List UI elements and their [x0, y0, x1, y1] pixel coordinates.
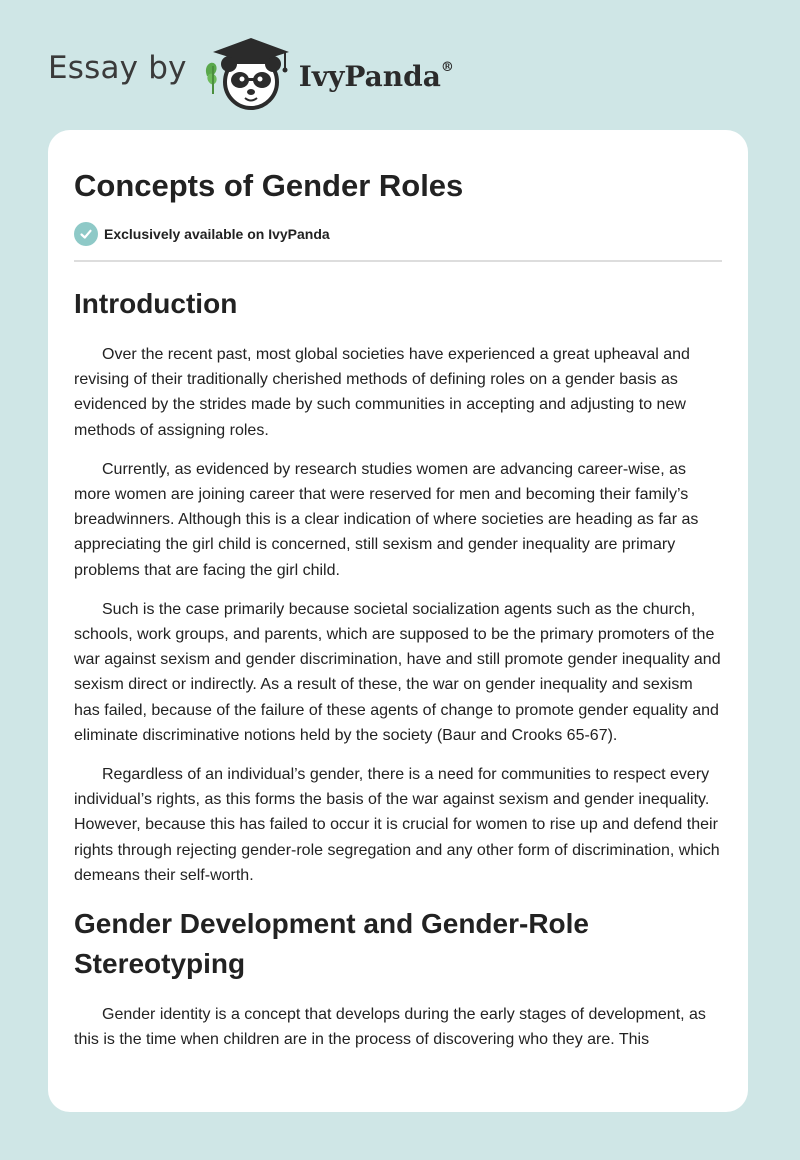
divider: [74, 260, 722, 262]
essay-card: [48, 130, 748, 1112]
paragraph: Over the recent past, most global societies have experienced a great upheaval and revising of their traditionally cherished methods of defining roles on a gender basis as evidenced by the strides made by such communities in accepting and adjusting to new methods of assigning roles.: [74, 346, 690, 439]
section-introduction: [74, 284, 722, 888]
exclusive-badge: [74, 222, 722, 246]
section-heading: Gender Development and Gender-Role Stereotyping: [74, 908, 589, 980]
check-icon: [74, 222, 98, 246]
site-header: [48, 34, 454, 114]
exclusive-badge-label: Exclusively available on IvyPanda: [104, 226, 330, 242]
paragraph: Currently, as evidenced by research studies women are advancing career-wise, as more women are joining career that were reserved for men and becoming their family’s breadwinners. Although this is a clear indication of where societies are heading as far as appreciating the girl child is concerned, still sexism and gender inequality are primary problems that are facing the girl child.: [74, 460, 699, 579]
registered-mark: ®: [440, 60, 454, 76]
paragraph: Such is the case primarily because societal socialization agents such as the church, schools, work groups, and parents, which are supposed to be the primary promoters of the war against sexism and gender discrimination, have and still promote gender inequality and sexism direct or indirectly. As a result of these, the war on gender inequality and sexism has failed, because of the failure of these agents of change to promote gender equality and eliminate discriminative notions held by the society (Baur and Crooks 65-67).: [74, 600, 721, 744]
essay-by-label: Essay by: [48, 50, 187, 86]
page-title: Concepts of Gender Roles: [74, 168, 464, 203]
section-gender-development: [74, 904, 722, 1052]
brand-text: IvyPanda: [298, 59, 441, 93]
panda-graduation-cap-icon[interactable]: [201, 34, 297, 114]
brand-name[interactable]: [299, 60, 454, 93]
section-heading: Introduction: [74, 288, 238, 319]
paragraph: Regardless of an individual’s gender, there is a need for communities to respect every individual’s rights, as this forms the basis of the war against sexism and gender inequality. However, because this has failed to occur it is crucial for women to rise up and defend their rights through rejecting gender-role segregation and any other form of discrimination, which demeans their self-worth.: [74, 766, 720, 884]
paragraph: Gender identity is a concept that develops during the early stages of development, as this is the time when children are in the process of discovering who they are. This: [74, 1006, 706, 1049]
